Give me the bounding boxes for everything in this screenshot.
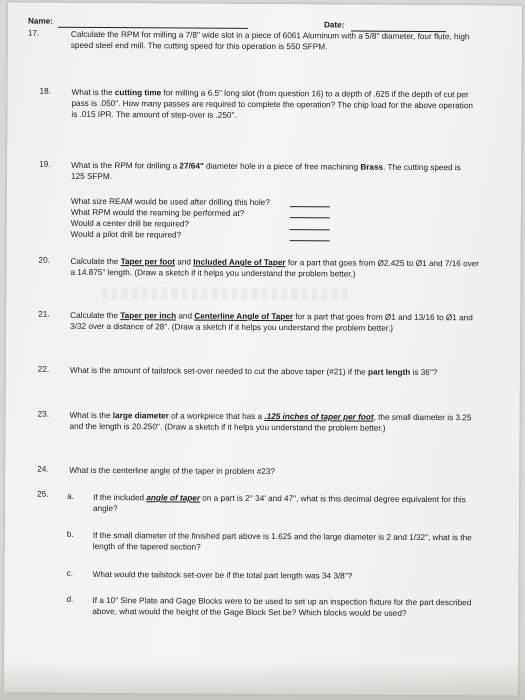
q25-part-a-letter: a. xyxy=(67,491,74,501)
q25-part-c-letter: c. xyxy=(66,568,74,578)
q19-center-drill-blank xyxy=(290,229,330,230)
worksheet-page xyxy=(4,2,522,695)
question-25-number: 25. xyxy=(37,489,49,499)
page-bottom-shadow xyxy=(0,660,525,700)
question-18-text: What is the cutting time for milling a 6.5" long slot (from question 16) to a depth of .625 if the depth of cut per pass is .050". How many passes are required to complete the operation? The chip load for the above operation is .015 IPR. The amount of step-over is .250". xyxy=(71,87,473,120)
question-17-number: 17. xyxy=(27,28,40,38)
q19-ream-rpm: What RPM would the reaming be performed at? xyxy=(70,207,245,218)
question-24-text: What is the centerline angle of the taper in problem #23? xyxy=(69,465,276,477)
q19-ream-size: What size REAM would be used after drilling this hole? xyxy=(70,196,270,208)
q25-part-b-text: If the small diameter of the finished part above is 1.625 and the large diameter is 2 and 1/32", what is the length of the tapered section? xyxy=(92,530,472,552)
question-21-text: Calculate the Taper per inch and Centerline Angle of Taper for a part that goes from Ø1 and 13/16 to Ø1 and 3/32 over a distance of 28". (Draw a sketch if it helps you understand the problem better.) xyxy=(70,310,473,333)
q25-part-d-text: If a 10" Sine Plate and Gage Blocks were to be used to set up an inspection fixture for the part described above, what would the height of the Gage Block Set be? Which blocks would be used? xyxy=(92,595,472,618)
q19-pilot-drill-blank xyxy=(290,240,330,241)
question-22-text: What is the amount of tailstock set-over needed to cut the above taper (#21) if the part length is 36"? xyxy=(69,365,438,378)
question-20-text: Calculate the Taper per foot and Included Angle of Taper for a part that goes from Ø2.425 to Ø1 and 7/16 over a 14.875" length. (Draw a sketch if it helps you understand the problem better.) xyxy=(70,256,480,279)
q19-center-drill: Would a center drill be required? xyxy=(70,218,189,229)
q19-ream-size-blank xyxy=(290,206,330,207)
q25-part-b-letter: b. xyxy=(66,529,74,539)
q25-part-c-text: What would the tailstock set-over be if the total part length was 34 3/8"? xyxy=(92,569,353,581)
name-label: Name: xyxy=(27,16,54,26)
q25-part-a-text: If the included angle of taper on a part is 2° 34' and 47", what is this decimal degree equivalent for this angle? xyxy=(92,492,466,514)
question-24-number: 24. xyxy=(37,464,49,474)
question-23-number: 23. xyxy=(37,409,50,419)
question-18-number: 18. xyxy=(39,86,51,96)
question-20-number: 20. xyxy=(38,255,50,265)
question-19-number: 19. xyxy=(39,159,51,169)
question-17-text: Calculate the RPM for milling a 7/8" wide slot in a piece of 6061 Aluminum with a 5/8" diameter, four flute, high speed steel end mill. The cutting speed for this operation is 550 SFPM. xyxy=(70,29,470,52)
q25-part-d-letter: d. xyxy=(66,594,74,604)
q19-ream-rpm-blank xyxy=(290,217,330,218)
date-label: Date: xyxy=(323,20,345,30)
question-23-text: What is the large diameter of a workpiece that has a .125 inches of taper per foot, the small diameter is 3.25 and the length is 20.250". (Draw a sketch if it helps you understand the problem better.) xyxy=(69,410,472,433)
bleed-through-smudge xyxy=(101,287,351,301)
question-21-number: 21. xyxy=(38,309,50,319)
question-19-text: What is the RPM for drilling a 27/64" diameter hole in a piece of free machining Brass. The cutting speed is 125 SFPM. xyxy=(71,160,461,182)
question-22-number: 22. xyxy=(37,364,50,374)
q19-pilot-drill: Would a pilot drill be required? xyxy=(70,229,182,240)
